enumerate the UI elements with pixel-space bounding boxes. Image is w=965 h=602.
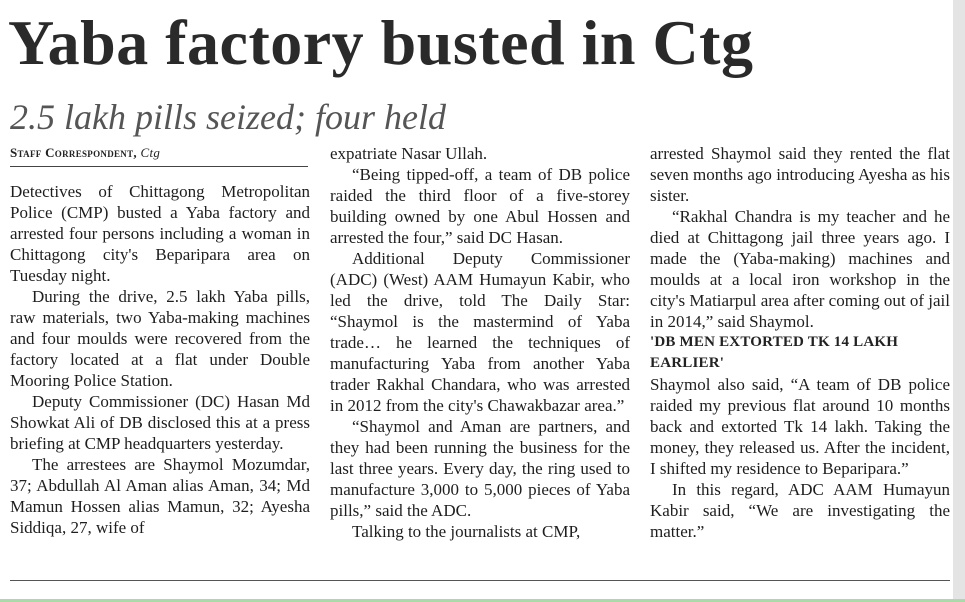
- article-column-1: [10, 143, 310, 538]
- paragraph: Talking to the journalists at CMP,: [352, 522, 581, 541]
- headline: Yaba factory busted in Ctg: [8, 7, 754, 78]
- paragraph: Deputy Commissioner (DC) Hasan Md Showkat Ali of DB disclosed this at a press briefing at CMP headquarters yesterday.: [10, 392, 310, 453]
- byline-place: Ctg: [140, 145, 161, 160]
- paragraph: During the drive, 2.5 lakh Yaba pills, raw materials, two Yaba-making machines and four moulds were recovered from the factory located at a flat under Double Mooring Police Station.: [10, 287, 310, 390]
- article-column-3: [650, 143, 950, 542]
- page-edge: [953, 0, 965, 602]
- paragraph: Detectives of Chittagong Metropolitan Police (CMP) busted a Yaba factory and arrested four persons including a woman in Chittagong city's Beparipara area on Tuesday night.: [10, 182, 310, 285]
- paragraph: The arrestees are Shaymol Mozumdar, 37; Abdullah Al Aman alias Aman, 34; Md Mamun Hossen alias Mamun, 32; Ayesha Siddiqa, 27, wife of: [10, 455, 310, 537]
- byline: [10, 143, 310, 163]
- paragraph: arrested Shaymol said they rented the flat seven months ago introducing Ayesha as his sister.: [650, 144, 950, 205]
- byline-author: Staff Correspondent,: [10, 145, 137, 160]
- paragraph: In this regard, ADC AAM Humayun Kabir said, “We are investigating the matter.”: [650, 480, 950, 541]
- section-subheading: 'DB MEN EXTORTED TK 14 LAKH EARLIER': [650, 334, 899, 371]
- bottom-divider: [10, 580, 950, 581]
- paragraph: “Shaymol and Aman are partners, and they had been running the business for the last three years. Every day, the ring used to manufacture 3,000 to 5,000 pieces of Yaba pills,” said the ADC.: [330, 417, 630, 520]
- paragraph: Shaymol also said, “A team of DB police raided my previous flat around 10 months back and extorted Tk 14 lakh. Taking the money, they released us. After the incident, I shifted my residence to Beparipara.”: [650, 375, 950, 478]
- paragraph: “Being tipped-off, a team of DB police raided the third floor of a five-storey building owned by one Abul Hossen and arrested the four,” said DC Hasan.: [330, 165, 630, 247]
- byline-divider: [10, 166, 308, 167]
- paragraph: “Rakhal Chandra is my teacher and he died at Chittagong jail three years ago. I made the (Yaba-making) machines and moulds at a local iron workshop in the city's Matiarpul area after coming out of jail in 2014,” said Shaymol.: [650, 207, 950, 331]
- article-column-2: [330, 143, 630, 542]
- subheadline: 2.5 lakh pills seized; four held: [10, 97, 446, 137]
- paragraph: Additional Deputy Commissioner (ADC) (West) AAM Humayun Kabir, who led the drive, told The Daily Star: “Shaymol is the mastermind of Yaba trade… he learned the techniques of manufacturing Yaba from another Yaba trader Rakhal Chandara, who was arrested in 2012 from the city's Chawakbazar area.”: [330, 249, 630, 415]
- paragraph: expatriate Nasar Ullah.: [330, 144, 488, 163]
